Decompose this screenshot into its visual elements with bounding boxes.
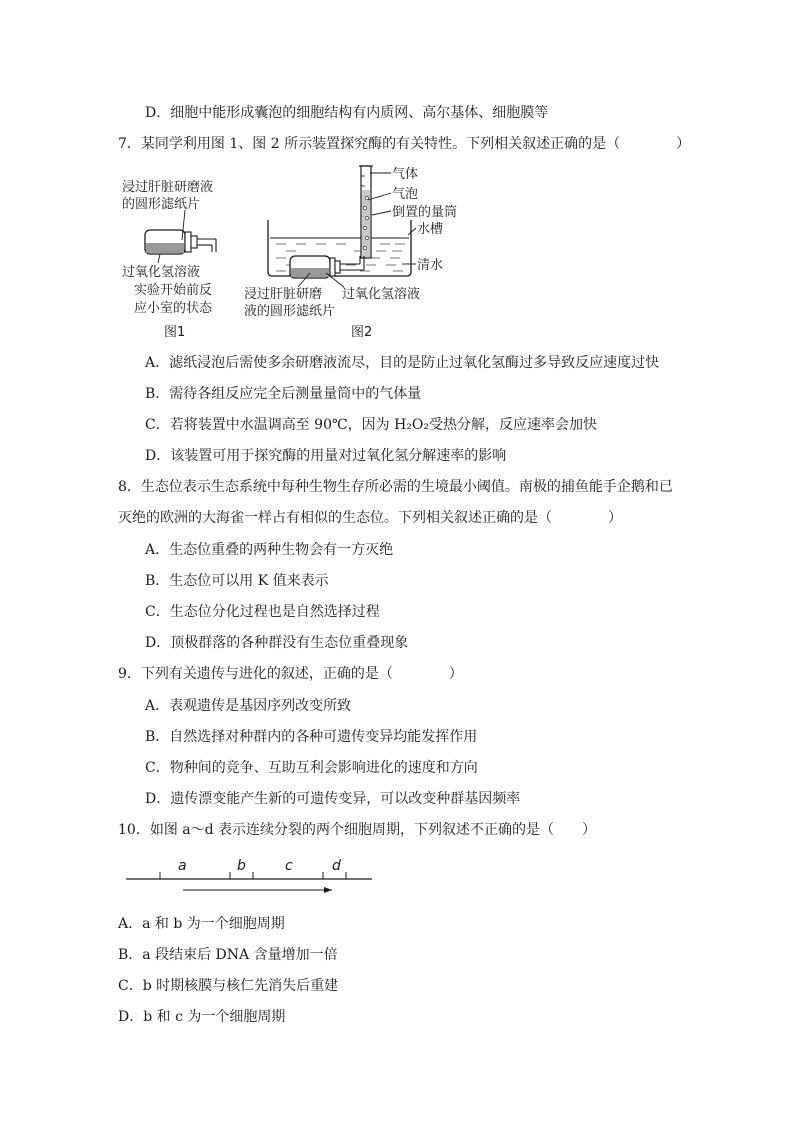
fig2-label-bubble: 气泡	[392, 187, 419, 202]
fig2-caption: 图2	[351, 325, 373, 340]
segment-label-c: c	[285, 858, 293, 874]
q8-stem-line-1: 8．生态位表示生态系统中每种生物生存所必需的生境最小阈值。南极的捕鱼能手企鹅和已	[118, 479, 673, 495]
q7-option-a: A．滤纸浸泡后需使多余研磨液流尽，目的是防止过氧化氢酶过多导致反应速度过快	[145, 355, 660, 371]
fig2-label-paper-2: 液的圆形滤纸片	[244, 304, 336, 319]
q7-figure	[110, 160, 458, 345]
q10-option-d: D．b 和 c 为一个细胞周期	[118, 1009, 286, 1025]
q8-option-b: B．生态位可以用 K 值来表示	[145, 573, 329, 589]
q10-option-b: B．a 段结束后 DNA 含量增加一倍	[118, 947, 338, 963]
fig1-caption: 图1	[164, 325, 186, 340]
fig2-label-cylinder: 倒置的量筒	[392, 205, 458, 220]
q8-option-a: A．生态位重叠的两种生物会有一方灭绝	[145, 542, 394, 558]
fig2-label-tank: 水槽	[417, 222, 444, 237]
fig2-label-paper-1: 浸过肝脏研磨	[244, 287, 323, 302]
fig1-label-paper-1: 浸过肝脏研磨液	[122, 180, 214, 195]
q7-option-d: D．该装置可用于探究酶的用量对过氧化氢分解速率的影响	[145, 448, 507, 464]
q9-option-c: C．物种间的竞争、互助互利会影响进化的速度和方向	[145, 760, 478, 776]
fig1-label-state-1: 实验开始前反	[134, 283, 213, 298]
q8-stem-line-2: 灭绝的欧洲的大海雀一样占有相似的生态位。下列相关叙述正确的是（ ）	[118, 510, 622, 526]
q9-option-a: A．表观遗传是基因序列改变所致	[145, 698, 352, 714]
q8-option-c: C．生态位分化过程也是自然选择过程	[145, 604, 380, 620]
q7-option-c: C．若将装置中水温调高至 90℃，因为 H₂O₂受热分解，反应速率会加快	[145, 417, 597, 433]
fig1-apparatus	[145, 210, 216, 263]
fig2-label-h2o2: 过氧化氢溶液	[342, 287, 421, 302]
q10-cell-cycle-figure	[120, 852, 380, 902]
segment-label-b: b	[237, 858, 246, 874]
segment-label-a: a	[178, 858, 187, 874]
q6-option-d: D．细胞中能形成囊泡的细胞结构有内质网、高尔基体、细胞膜等	[145, 105, 549, 121]
q10-option-c: C．b 时期核膜与核仁先消失后重建	[118, 978, 339, 994]
fig1-label-h2o2: 过氧化氢溶液	[122, 265, 201, 280]
fig1-label-paper-2: 的圆形滤纸片	[122, 197, 201, 212]
fig2-label-water: 清水	[417, 258, 444, 273]
fig1-label-state-2: 应小室的状态	[134, 301, 213, 316]
q7-stem: 7．某同学利用图 1、图 2 所示装置探究酶的有关特性。下列相关叙述正确的是（ ）	[118, 136, 691, 152]
q10-stem: 10．如图 a～d 表示连续分裂的两个细胞周期，下列叙述不正确的是（ ）	[118, 822, 597, 838]
q9-option-d: D．遗传漂变能产生新的可遗传变异，可以改变种群基因频率	[145, 791, 521, 807]
q7-option-b: B．需待各组反应完全后测量量筒中的气体量	[145, 386, 422, 402]
q10-option-a: A．a 和 b 为一个细胞周期	[118, 916, 285, 932]
segment-label-d: d	[332, 858, 341, 874]
q9-option-b: B．自然选择对种群内的各种可遗传变异均能发挥作用	[145, 729, 478, 745]
fig2-label-gas: 气体	[392, 167, 419, 182]
q9-stem: 9．下列有关遗传与进化的叙述，正确的是（ ）	[118, 666, 463, 682]
fig2-apparatus	[268, 166, 419, 287]
q8-option-d: D．顶极群落的各种群没有生态位重叠现象	[145, 635, 409, 651]
